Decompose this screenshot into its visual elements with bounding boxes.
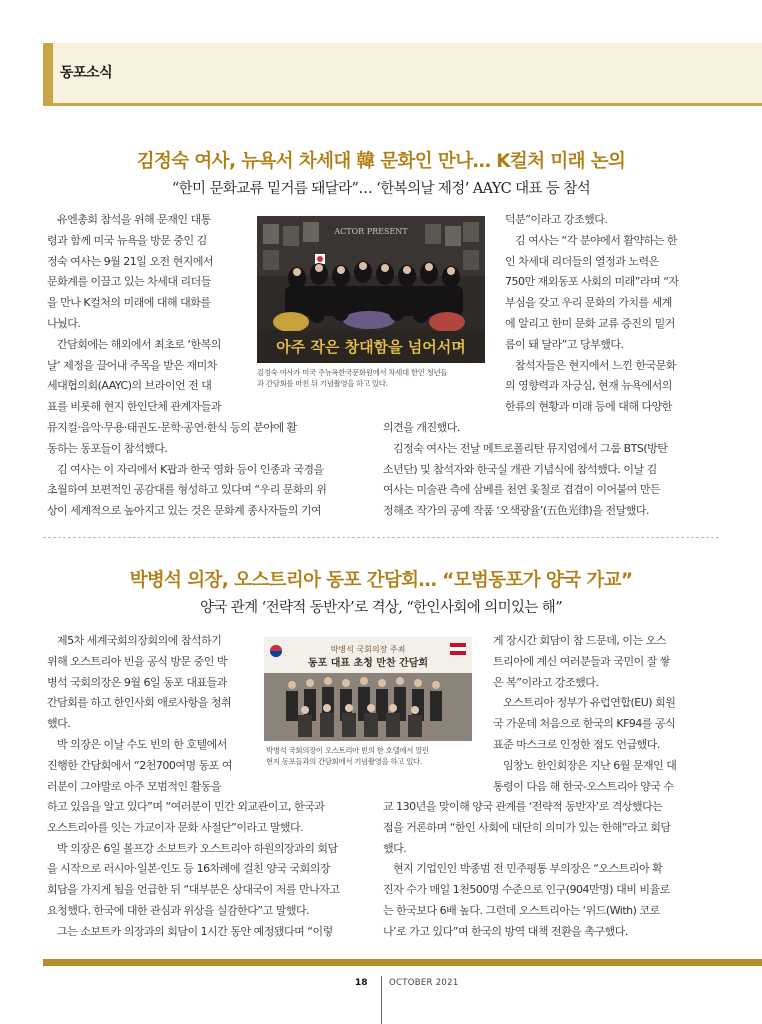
article2-photo [264, 637, 472, 741]
article1-caption: 김정숙 여사가 미국 주뉴욕한국문화원에서 차세대 한인 청년들 과 간담회를 마친 뒤 기념촬영을 하고 있다. [257, 368, 448, 388]
article2-headline: 박병석 의장, 오스트리아 동포 간담회… “모범동포가 양국 가교” [129, 570, 633, 591]
article1-photo [257, 216, 485, 363]
page-number: 18 [355, 978, 368, 988]
article1-subhead: “한미 문화교류 밑거름 돼달라”… ‘한복의날 제정’ AAYC 대표 등 참석 [171, 181, 591, 197]
article1-right-column: 덕분”이라고 강조했다. 김 여사는 “각 분야에서 활약하는 한 인 차세대 리더들의 열정과 노력은 750만 재외동포 사회의 미래”라며 “자 부심을 갖고 우리 문화의 가치를 세계 에 알리고 한미 문화 교류 증진의 밑거 름이 돼 달라”고 당부했다. 참석자들은 현지에서 느낀 한국문화 의 영향력과 자긍심, 현재 뉴욕에서의 한류의 현황과 미래 등에 대해 다양한 [505, 213, 679, 414]
reception-photo-image [264, 637, 472, 741]
group-photo-image [257, 216, 485, 363]
photo-sign-text: ACTOR PRESENT [334, 227, 408, 236]
article2-left-lower: 하고 있음을 알고 있다”며 “여러분이 민간 외교관이고, 한국과 오스트리아를 잇는 가교이자 문화 사절단”이라고 말했다. 박 의장은 6일 볼프강 소보트카 오스트리아 하원의장과의 회담 을 시작으로 러시아·일본·인도 등 16차례에 걸친 양국 국회의장 회담을 가지게 됨을 언급한 뒤 “대부분은 상대국이 저를 만나자고 요청했다. 한국에 대한 관심과 위상을 실감한다”고 말했다. 그는 소보트카 의장과의 회담이 1시간 동안 예정됐다며 “이렇 [47, 800, 340, 938]
article1-right-lower: 의견을 개진했다. 김정숙 여사는 전날 메트로폴리탄 뮤지엄에서 그룹 BTS(방탄 소년단) 및 참석자와 한국실 개관 기념식에 참석했다. 이날 김 여사는 미술관 측에 삼베를 천연 옻칠로 겹겹이 이어붙여 만든 정해조 작가의 공예 작품 ‘오색광율’(五色光律)을 전달했다. [383, 421, 668, 518]
article1-headline: 김정숙 여사, 뉴욕서 차세대 韓 문화인 만나… K컬처 미래 논의 [136, 151, 626, 172]
section-label: 동포소식 [60, 65, 113, 81]
section-header-accent [43, 43, 53, 105]
issue-month: OCTOBER 2021 [389, 978, 459, 988]
article-divider [43, 537, 719, 538]
photo-banner-line1: 박병석 국회의장 주최 [330, 645, 406, 654]
article2-subhead: 양국 관계 ‘전략적 동반자’로 격상, “한인사회에 의미있는 해” [199, 600, 563, 616]
section-header-rule [43, 103, 762, 106]
article2-left-column: 제5차 세계국회의장회의에 참석하기 위해 오스트리아 빈을 공식 방문 중인 박 병석 국회의장은 9월 6일 동포 대표들과 간담회를 하고 한인사회 애로사항을 청취 했다. 박 의장은 이날 수도 빈의 한 호텔에서 진행한 간담회에서 “2천700여명 동포 여 러분이 그야말로 아주 모범적인 활동을 [47, 634, 232, 793]
article1-left-lower: 뮤지컬·음악·무용·태권도·문학·공연·한식 등의 분야에 활 동하는 동포들이 참석했다. 김 여사는 이 자리에서 K팝과 한국 영화 등이 인종과 국경을 초월하여 보편적인 공감대를 형성하고 있다며 “우리 문화의 위 상이 세계적으로 높아지고 있는 것은 문화계 종사자들의 기여 [47, 421, 327, 518]
article2-caption: 박병석 국회의장이 오스트리아 빈의 한 호텔에서 열린 현지 동포들과의 간담회에서 기념촬영을 하고 있다. [266, 746, 429, 766]
article1-left-column: 유엔총회 참석을 위해 문재인 대통 령과 함께 미국 뉴욕을 방문 중인 김 정숙 여사는 9월 21일 오전 현지에서 문화계를 이끌고 있는 차세대 리더들 을 만나 K컬처의 미래에 대해 대화를 나눴다. 간담회에는 해외에서 최초로 ‘한복의 날’ 제정을 끌어내 주목을 받은 재미차 세대협의회(AAYC)의 브라이언 전 대 표를 비롯해 현지 한인단체 관계자들과 [47, 213, 222, 414]
footer-separator [381, 976, 382, 1024]
section-header-band [43, 43, 762, 105]
article2-right-column: 게 장시간 회담이 참 드문데, 이는 오스 트리아에 계신 여러분들과 국민이 잘 쌓 은 복”이라고 강조했다. 오스트리아 정부가 유럽연합(EU) 회원 국 가운데 처음으로 한국의 KF94를 공식 표준 마스크로 인정한 점도 언급했다. 임창노 한인회장은 지난 6월 문재인 대 통령이 다음 해 한국-오스트리아 양국 수 [493, 634, 677, 793]
photo-banner-line2: 동포 대표 초청 만찬 간담회 [307, 658, 429, 669]
article2-right-lower: 교 130년을 맞이해 양국 관계를 ‘전략적 동반자’로 격상했다는 점을 거론하며 “한인 사회에 대단히 의미가 있는 한해”라고 회담 했다. 현지 기업인인 박종범 전 민주평통 부의장은 “오스트리아 확 진자 수가 매일 1천500명 수준으로 인구(904만명) 대비 비율로 는 한국보다 6배 높다. 그런데 오스트리아는 ‘위드(With) 코로 나’로 가고 있다”며 한국의 방역 대책 전환을 촉구했다. [383, 800, 671, 938]
photo-banner-text: 아주 작은 창대함을 넘어서며 [276, 338, 466, 356]
footer-bar [43, 959, 762, 966]
